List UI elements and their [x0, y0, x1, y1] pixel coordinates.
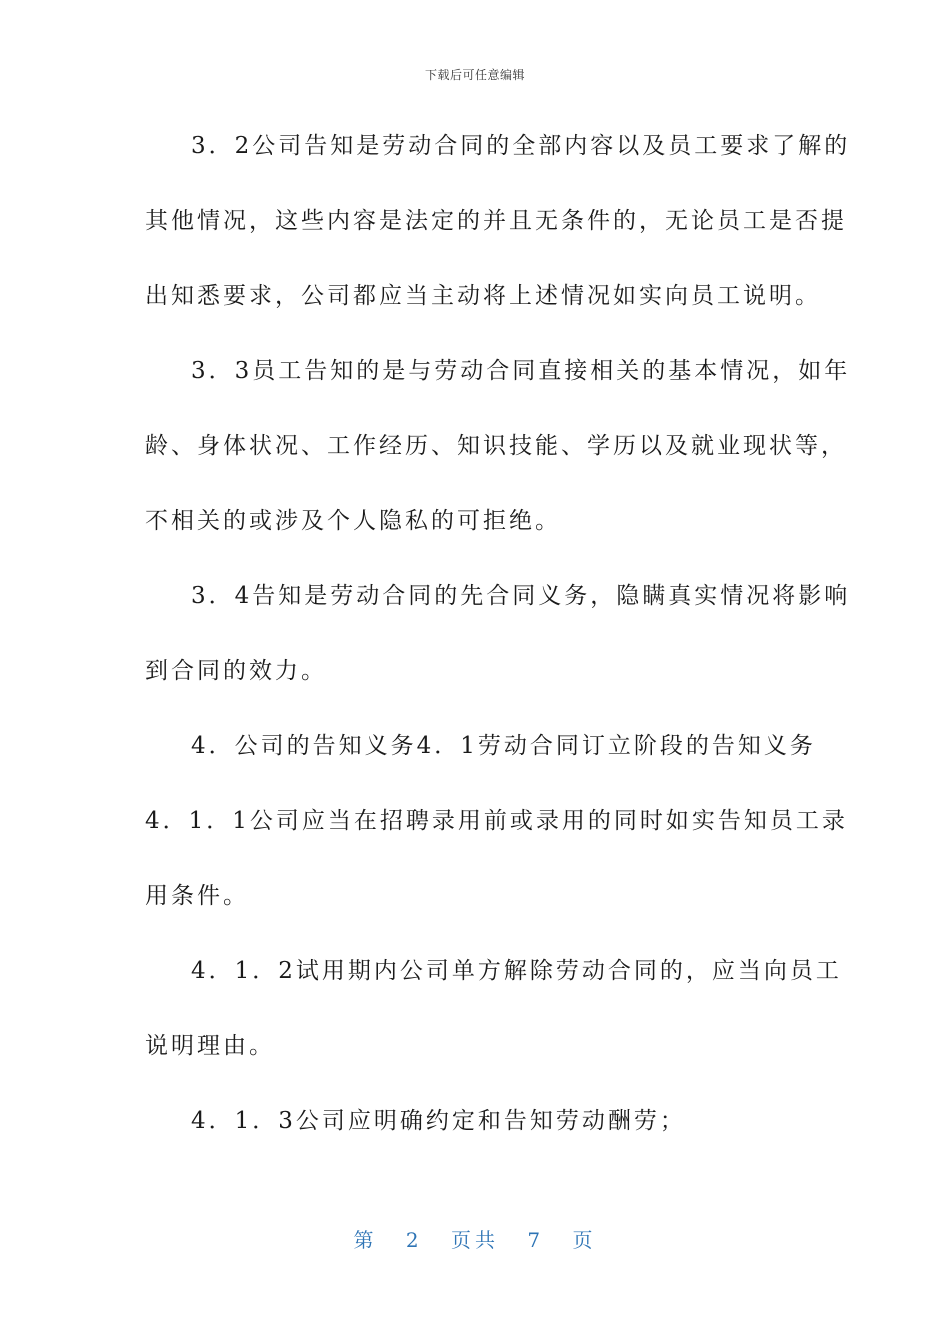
paragraph-line: 不相关的或涉及个人隐私的可拒绝。 [145, 508, 561, 534]
paragraph-line: 用条件。 [145, 883, 249, 909]
total-pages-number: 7 [527, 1228, 545, 1252]
paragraph-line: 说明理由。 [145, 1033, 275, 1059]
paragraph-line: 3．2公司告知是劳动合同的全部内容以及员工要求了解的 [191, 133, 851, 159]
paragraph-line: 其他情况，这些内容是法定的并且无条件的，无论员工是否提 [145, 208, 847, 234]
page-number-footer [0, 1224, 950, 1253]
current-page-number: 2 [405, 1228, 423, 1252]
paragraph-line: 4．1．1公司应当在招聘录用前或录用的同时如实告知员工录 [145, 808, 848, 834]
paragraph-line: 4．1．2试用期内公司单方解除劳动合同的，应当向员工 [191, 958, 842, 984]
paragraph-line: 出知悉要求，公司都应当主动将上述情况如实向员工说明。 [145, 283, 821, 309]
paragraph-line: 4．1．3公司应明确约定和告知劳动酬劳； [191, 1108, 686, 1134]
paragraph-line: 到合同的效力。 [145, 658, 327, 684]
footer-suffix: 页 [572, 1228, 597, 1252]
footer-prefix: 第 [353, 1228, 378, 1252]
paragraph-line: 4．公司的告知义务4．1劳动合同订立阶段的告知义务 [191, 733, 816, 759]
document-body [145, 118, 851, 1168]
header-note: 下载后可任意编辑 [424, 68, 525, 82]
paragraph-line: 3．4告知是劳动合同的先合同义务，隐瞒真实情况将影响 [191, 583, 851, 609]
paragraph-line: 3．3员工告知的是与劳动合同直接相关的基本情况，如年 [191, 358, 851, 384]
paragraph-line: 龄、身体状况、工作经历、知识技能、学历以及就业现状等， [145, 433, 847, 459]
footer-middle: 页共 [451, 1228, 499, 1252]
